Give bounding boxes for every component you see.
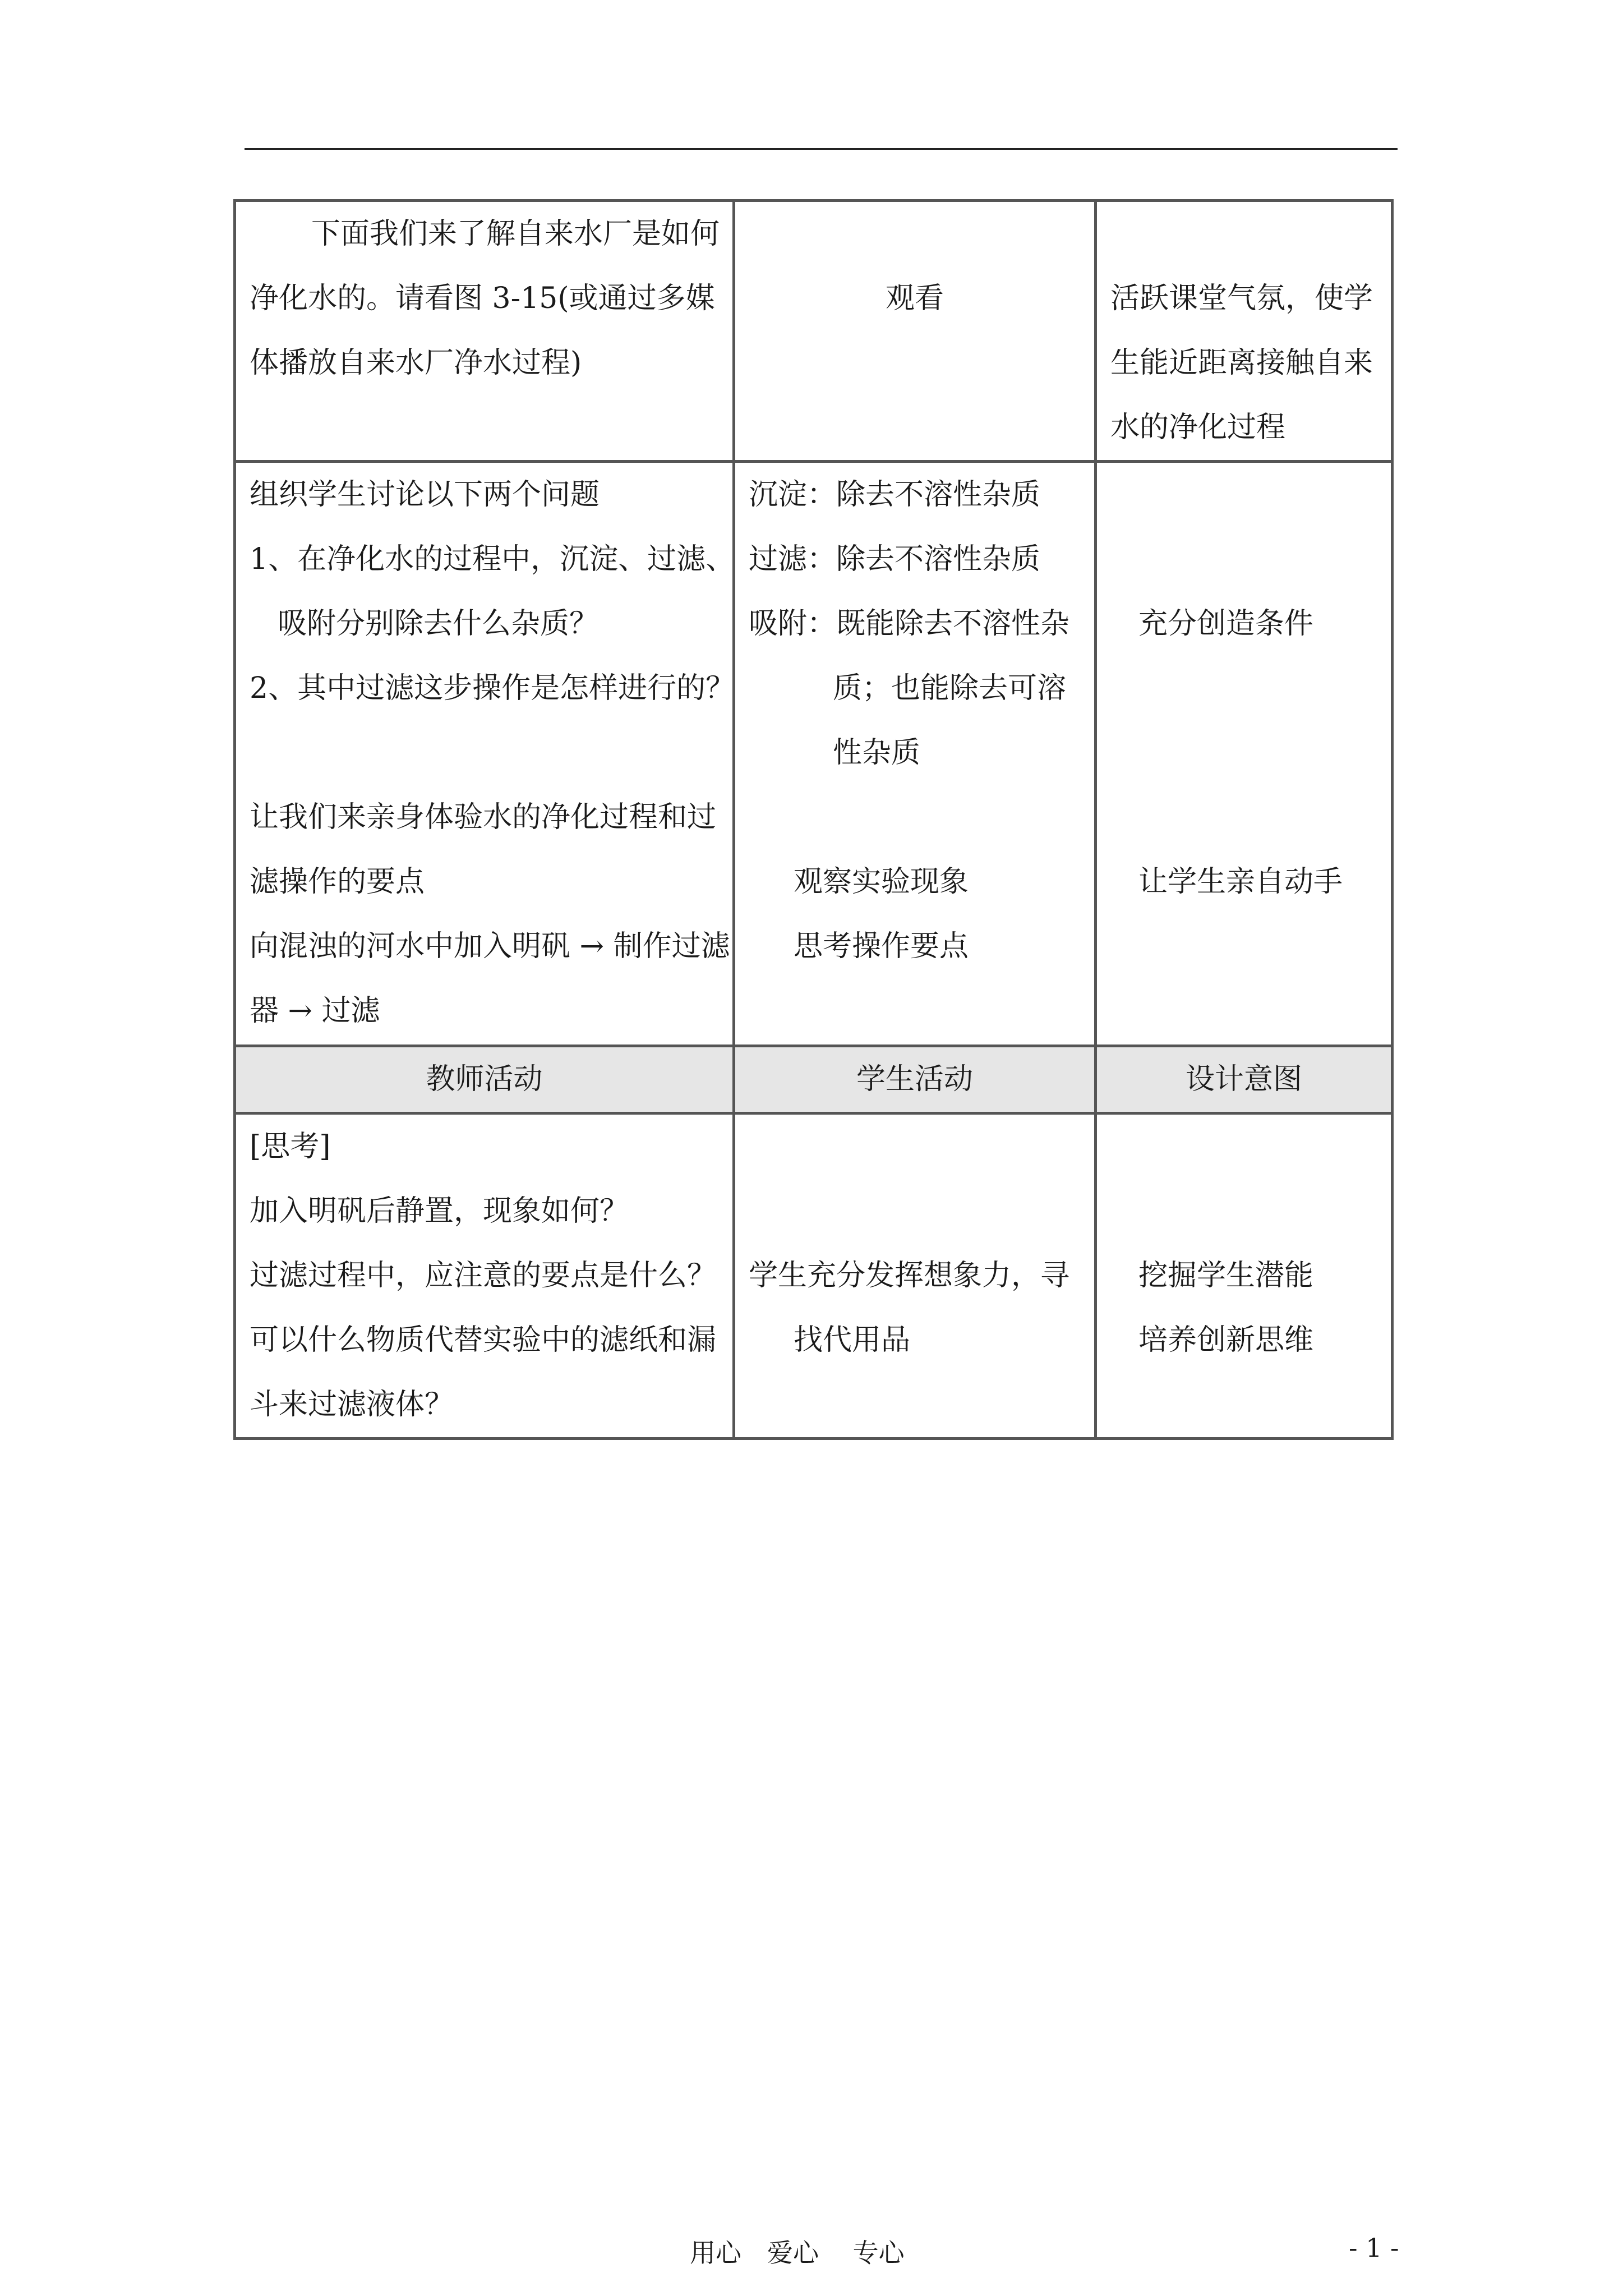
page-number: - 1 - <box>1349 2233 1399 2263</box>
text-line: 沉淀：除去不溶性杂质 <box>749 478 1041 512</box>
teacher-activity-cell <box>235 201 734 462</box>
text-line: 活跃课堂气氛，使学 <box>1110 282 1373 315</box>
text-line: 吸附：既能除去不溶性杂 <box>749 607 1070 641</box>
footer-motto: 用心 爱心 专心 <box>690 2238 905 2268</box>
text-line: 质；也能除去可溶 <box>833 671 1067 705</box>
text-line: 吸附分别除去什么杂质？ <box>278 607 599 641</box>
student-activity-cell <box>734 1114 1096 1439</box>
text-line: 过滤：除去不溶性杂质 <box>749 542 1041 576</box>
table-row <box>235 462 1393 1046</box>
text-line: 过滤过程中，应注意的要点是什么？ <box>250 1259 717 1292</box>
text-line: 滤操作的要点 <box>250 865 425 899</box>
text-line: 体播放自来水厂净水过程) <box>250 346 582 380</box>
text-line: 斗来过滤液体？ <box>250 1388 454 1421</box>
table-row <box>235 201 1393 462</box>
text-line: 让学生亲自动手 <box>1138 865 1343 899</box>
text-line: 挖掘学生潜能 <box>1138 1259 1314 1292</box>
text-line: 1、在净化水的过程中，沉淀、过滤、 <box>250 542 735 576</box>
header-rule <box>245 148 1398 150</box>
design-intent-cell <box>1096 1114 1393 1439</box>
table-row <box>235 1114 1393 1439</box>
text-line: 培养创新思维 <box>1138 1323 1314 1357</box>
column-header-design: 设计意图 <box>1096 1046 1393 1114</box>
text-line: 找代用品 <box>794 1323 911 1357</box>
column-header-row <box>235 1046 1393 1114</box>
text-line: 观察实验现象 <box>794 865 969 899</box>
text-line: [思考] <box>250 1130 331 1163</box>
text-line: 加入明矾后静置，现象如何？ <box>250 1194 629 1228</box>
text-line: 器 → 过滤 <box>250 994 380 1028</box>
text-line: 组织学生讨论以下两个问题 <box>250 478 600 512</box>
text-line: 生能近距离接触自来 <box>1110 346 1373 380</box>
teacher-activity-cell <box>235 1114 734 1439</box>
text-line: 下面我们来了解自来水厂是如何 <box>311 217 720 251</box>
column-header-student: 学生活动 <box>734 1046 1096 1114</box>
teacher-activity-cell <box>235 462 734 1046</box>
student-activity-cell <box>734 462 1096 1046</box>
text-line: 可以什么物质代替实验中的滤纸和漏 <box>250 1323 717 1357</box>
text-line: 充分创造条件 <box>1138 607 1314 641</box>
text-line: 2、其中过滤这步操作是怎样进行的？ <box>250 671 735 705</box>
text-line: 让我们来亲身体验水的净化过程和过 <box>250 800 717 834</box>
text-line: 观看 <box>885 282 944 315</box>
design-intent-cell <box>1096 201 1393 462</box>
student-activity-cell <box>734 201 1096 462</box>
text-line: 净化水的。请看图 3-15(或通过多媒 <box>250 282 715 315</box>
text-line: 思考操作要点 <box>794 930 969 963</box>
text-line: 向混浊的河水中加入明矾 → 制作过滤 <box>250 930 730 963</box>
column-header-teacher: 教师活动 <box>235 1046 734 1114</box>
lesson-plan-table <box>233 199 1394 1440</box>
text-line: 学生充分发挥想象力，寻 <box>749 1259 1070 1292</box>
design-intent-cell <box>1096 462 1393 1046</box>
text-line: 性杂质 <box>833 736 921 770</box>
text-line: 水的净化过程 <box>1110 411 1286 444</box>
